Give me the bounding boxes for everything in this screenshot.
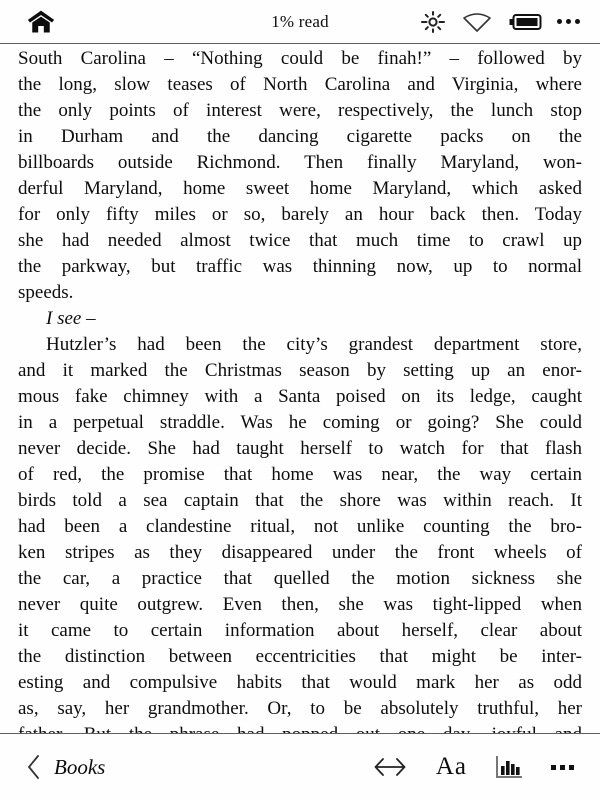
- text-line: she had needed almost twice that much time to crawl up: [18, 230, 582, 251]
- reading-stats-icon[interactable]: [495, 754, 523, 780]
- back-to-books-button[interactable]: [26, 754, 105, 780]
- text-line: Hutzler’s had been the city’s grandest department store,: [46, 334, 582, 355]
- page-width-arrow-icon[interactable]: [372, 756, 408, 778]
- text-line: South Carolina – “Nothing could be finah!” – followed by: [18, 48, 582, 69]
- text-line: mous fake chimney with a Santa poised on its ledge, caught: [18, 386, 582, 407]
- text-line: billboards outside Richmond. Then finally Maryland, won-: [18, 152, 582, 173]
- text-line: birds told a sea captain that the shore was within reach. It: [18, 490, 582, 511]
- font-settings-button[interactable]: Aa: [435, 753, 467, 780]
- text-line: I see –: [46, 308, 96, 329]
- overflow-menu-icon[interactable]: [551, 765, 574, 770]
- reading-progress-label: 1% read: [271, 11, 329, 31]
- back-label: Books: [54, 754, 106, 779]
- text-line: had been a clandestine ritual, not unlike counting the bro-: [18, 516, 582, 537]
- text-line: the distinction between eccentricities that might be inter-: [18, 646, 582, 667]
- text-line: in a perpetual straddle. Was he coming or going? She could: [18, 412, 582, 433]
- text-line: in Durham and the dancing cigarette packs on the: [18, 126, 582, 147]
- bottom-bar: [0, 733, 600, 800]
- top-bar: [0, 0, 600, 44]
- text-line: ken stripes as they disappeared under the front wheels of: [18, 542, 582, 563]
- back-chevron-icon: [26, 754, 42, 780]
- text-line: the parkway, but traffic was thinning now, up to normal: [18, 256, 582, 277]
- reader-tools: [372, 753, 574, 781]
- text-line: for only fifty miles or so, barely an hour back then. Today: [18, 204, 582, 225]
- text-line: never quite outgrew. Even then, she was tight-lipped when: [18, 594, 582, 615]
- text-line: the car, a practice that quelled the motion sickness she: [18, 568, 582, 589]
- text-line: never decide. She had taught herself to watch for that flash: [18, 438, 582, 459]
- text-line: of red, the promise that home was near, the way certain: [18, 464, 582, 485]
- text-line: the only points of interest were, respectively, the lunch stop: [18, 100, 582, 121]
- text-line: the long, slow teases of North Carolina and Virginia, where: [18, 74, 582, 95]
- text-line: derful Maryland, home sweet home Maryland, which asked: [18, 178, 582, 199]
- text-line: it came to certain information about herself, clear about: [18, 620, 582, 641]
- text-line: esting and compulsive habits that would mark her as odd: [18, 672, 582, 693]
- text-line: speeds.: [18, 282, 74, 303]
- page-text[interactable]: [0, 44, 600, 733]
- text-line: and it marked the Christmas season by setting up an enor-: [18, 360, 582, 381]
- text-line: as, say, her grandmother. Or, to be absolutely truthful, her: [18, 698, 582, 719]
